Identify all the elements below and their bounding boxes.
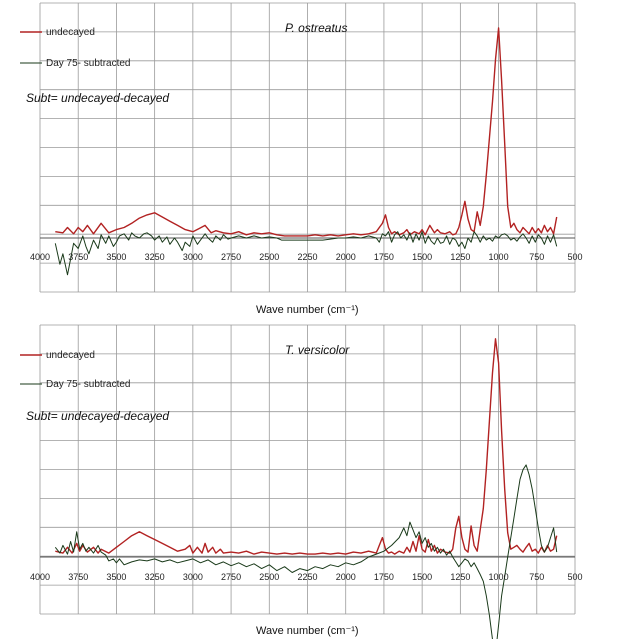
x-axis-label: Wave number (cm⁻¹) xyxy=(256,304,359,316)
x-tick-label: 1250 xyxy=(450,252,471,262)
x-tick-label: 3500 xyxy=(106,572,127,582)
x-tick-label: 3750 xyxy=(68,572,89,582)
x-tick-label: 3250 xyxy=(144,572,165,582)
x-tick-label: 3000 xyxy=(182,252,203,262)
series-line-day75-subtracted xyxy=(55,465,556,639)
legend-label-undecayed: undecayed xyxy=(46,27,95,38)
legend-label-undecayed: undecayed xyxy=(46,350,95,361)
chart-title: T. versicolor xyxy=(285,343,350,357)
x-axis-label: Wave number (cm⁻¹) xyxy=(256,625,359,637)
x-tick-label: 1500 xyxy=(412,252,433,262)
series-line-undecayed xyxy=(55,339,556,554)
x-tick-label: 1000 xyxy=(488,252,509,262)
x-tick-label: 750 xyxy=(529,572,545,582)
x-tick-label: 1250 xyxy=(450,572,471,582)
legend xyxy=(20,350,131,390)
x-tick-label: 2250 xyxy=(297,572,318,582)
x-tick-label: 1500 xyxy=(412,572,433,582)
x-tick-label: 1750 xyxy=(373,252,394,262)
annotation-subt: Subt= undecayed-decayed xyxy=(26,409,170,423)
x-tick-label: 750 xyxy=(529,252,545,262)
annotation-subt: Subt= undecayed-decayed xyxy=(26,91,170,105)
x-tick-label: 3250 xyxy=(144,252,165,262)
x-tick-label: 3500 xyxy=(106,252,127,262)
x-tick-label: 1750 xyxy=(373,572,394,582)
x-tick-label: 3000 xyxy=(182,572,203,582)
chart-title: P. ostreatus xyxy=(285,21,348,35)
legend xyxy=(20,27,131,69)
x-tick-label: 4000 xyxy=(29,252,51,262)
x-tick-label: 2750 xyxy=(221,252,242,262)
x-tick-label: 2000 xyxy=(335,252,356,262)
x-tick-label: 500 xyxy=(567,252,583,262)
x-tick-label: 2000 xyxy=(335,572,356,582)
chart-panel-p-ostreatus xyxy=(20,3,583,316)
x-tick-label: 4000 xyxy=(29,572,51,582)
legend-label-day75: Day 75- subtracted xyxy=(46,379,131,390)
x-tick-label: 2500 xyxy=(259,572,280,582)
x-tick-label: 3750 xyxy=(68,252,89,262)
x-tick-label: 2500 xyxy=(259,252,280,262)
legend-label-day75: Day 75- subtracted xyxy=(46,58,131,69)
chart-panel-t-versicolor xyxy=(20,325,583,639)
x-tick-label: 1000 xyxy=(488,572,509,582)
x-tick-label: 2750 xyxy=(221,572,242,582)
series-line-undecayed xyxy=(55,28,556,236)
x-tick-label: 500 xyxy=(567,572,583,582)
x-tick-label: 2250 xyxy=(297,252,318,262)
